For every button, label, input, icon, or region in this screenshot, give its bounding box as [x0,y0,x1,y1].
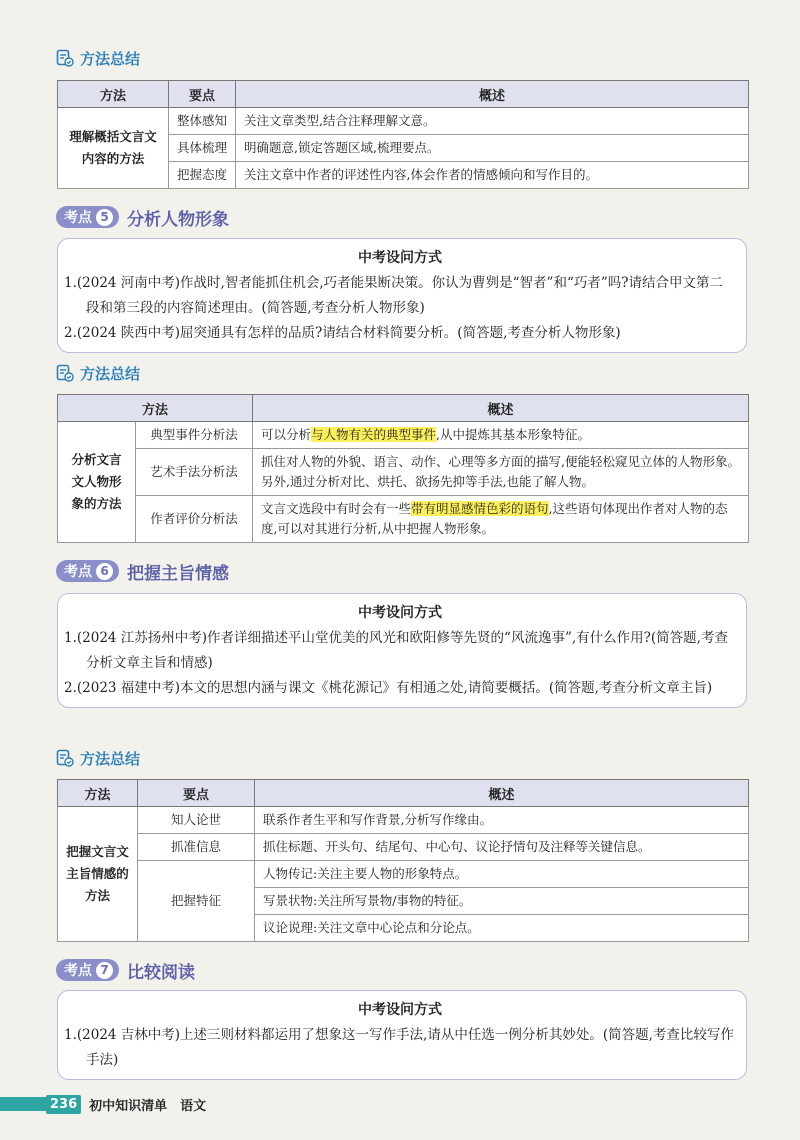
notepad-check-icon [56,364,74,382]
method-summary-heading [56,746,140,770]
kaodian-7-heading [56,957,195,983]
header-method: 方法 [58,395,253,422]
overview-text: 可以分析 [261,427,312,442]
kaodian-6-heading [56,558,229,584]
kaodian-title: 把握主旨情感 [127,563,229,584]
table-header-row [58,395,749,422]
overview-cell: 关注文章类型,结合注释理解文意。 [236,108,749,135]
kaodian-title: 比较阅读 [127,962,195,983]
page-footer [0,1092,800,1116]
question-box-header: 中考设问方式 [358,250,442,266]
question-item: 1.(2024 吉林中考)上述三则材料都运用了想象这一写作手法,请从中任选一例分析其妙处。(简答题,考查比较写作手法) [64,1027,734,1068]
kaodian-badge [56,959,119,981]
method-summary-heading [56,46,140,70]
question-box-6 [57,593,747,708]
method-summary-title: 方法总结 [80,749,141,768]
book-title: 初中知识清单 语文 [89,1098,207,1114]
overview-cell [253,496,749,543]
question-item: 2.(2023 福建中考)本文的思想内涵与课文《桃花源记》有相通之处,请简要概括。(简答题,考查分析文章主旨) [64,680,713,696]
key-point-cell: 典型事件分析法 [136,422,253,449]
table-row [58,496,749,543]
kaodian-label: 考点 [64,564,92,580]
table-row [58,108,749,135]
highlighted-text: 带有明显感情色彩的语句 [411,501,549,516]
kaodian-label: 考点 [64,210,92,226]
header-overview: 概述 [253,395,749,422]
overview-cell: 议论说理:关注文章中心论点和分论点。 [255,915,749,942]
overview-text: 文言文选段中有时会有一些 [261,501,412,516]
method-summary-heading [56,361,140,385]
overview-text: ,这些语句体现出作者对人物的态度,可以对其进行分析,从中把握人物形象。 [261,501,728,536]
kaodian-number: 7 [96,962,113,979]
table-row [58,834,749,861]
overview-cell: 抓住对人物的外貌、语言、动作、心理等多方面的描写,便能轻松窥见立体的人物形象。另外,通过分析对比、烘托、欲扬先抑等手法,也能了解人物。 [253,449,749,496]
kaodian-number: 6 [96,563,113,580]
overview-cell: 联系作者生平和写作背景,分析写作缘由。 [255,807,749,834]
header-key-point: 要点 [138,780,255,807]
kaodian-5-heading [56,204,229,230]
table-row [58,861,749,888]
table-header-row [58,81,749,108]
method-cell: 把握文言文主旨情感的方法 [58,807,138,942]
table-row [58,449,749,496]
method-table-2 [57,394,749,543]
table-row [58,807,749,834]
key-point-cell: 把握态度 [169,162,236,189]
table-row [58,422,749,449]
notepad-check-icon [56,749,74,767]
notepad-check-icon [56,49,74,67]
overview-cell: 人物传记:关注主要人物的形象特点。 [255,861,749,888]
kaodian-title: 分析人物形象 [127,209,229,230]
question-box-7 [57,990,747,1080]
kaodian-label: 考点 [64,963,92,979]
key-point-cell: 知人论世 [138,807,255,834]
header-key-point: 要点 [169,81,236,108]
overview-cell: 写景状物:关注所写景物/事物的特征。 [255,888,749,915]
key-point-cell: 抓准信息 [138,834,255,861]
question-box-header: 中考设问方式 [358,1002,442,1018]
method-summary-title: 方法总结 [80,49,141,68]
key-point-cell: 作者评价分析法 [136,496,253,543]
key-point-cell: 艺术手法分析法 [136,449,253,496]
key-point-cell: 把握特征 [138,861,255,942]
overview-cell: 关注文章中作者的评述性内容,体会作者的情感倾向和写作目的。 [236,162,749,189]
overview-cell: 抓住标题、开头句、结尾句、中心句、议论抒情句及注释等关键信息。 [255,834,749,861]
overview-cell [253,422,749,449]
kaodian-number: 5 [96,209,113,226]
overview-text: ,从中提炼其基本形象特征。 [436,427,591,442]
table-header-row [58,780,749,807]
kaodian-badge [56,560,119,582]
question-item: 2.(2024 陕西中考)屈突通具有怎样的品质?请结合材料简要分析。(简答题,考查分析人物形象) [64,325,621,341]
footer-accent-bar [0,1097,46,1111]
overview-cell: 明确题意,锁定答题区域,梳理要点。 [236,135,749,162]
header-method: 方法 [58,81,169,108]
key-point-cell: 具体梳理 [169,135,236,162]
key-point-cell: 整体感知 [169,108,236,135]
method-cell: 理解概括文言文内容的方法 [58,108,169,189]
question-item: 1.(2024 江苏扬州中考)作者详细描述平山堂优美的风光和欧阳修等先贤的“风流逸事”,有什么作用?(简答题,考查分析文章主旨和情感) [64,630,728,671]
method-cell: 分析文言文人物形象的方法 [58,422,136,543]
kaodian-badge [56,206,119,228]
header-overview: 概述 [236,81,749,108]
page-number: 236 [46,1095,81,1114]
highlighted-text: 与人物有关的典型事件 [311,427,437,442]
question-item: 1.(2024 河南中考)作战时,智者能抓住机会,巧者能果断决策。你认为曹刿是“智者”和“巧者”吗?请结合甲文第二段和第三段的内容简述理由。(简答题,考查分析人物形象) [64,275,723,316]
question-box-5 [57,238,747,353]
header-overview: 概述 [255,780,749,807]
method-table-3 [57,779,749,942]
question-box-header: 中考设问方式 [358,605,442,621]
method-summary-title: 方法总结 [80,364,141,383]
method-table-1 [57,80,749,189]
header-method: 方法 [58,780,138,807]
